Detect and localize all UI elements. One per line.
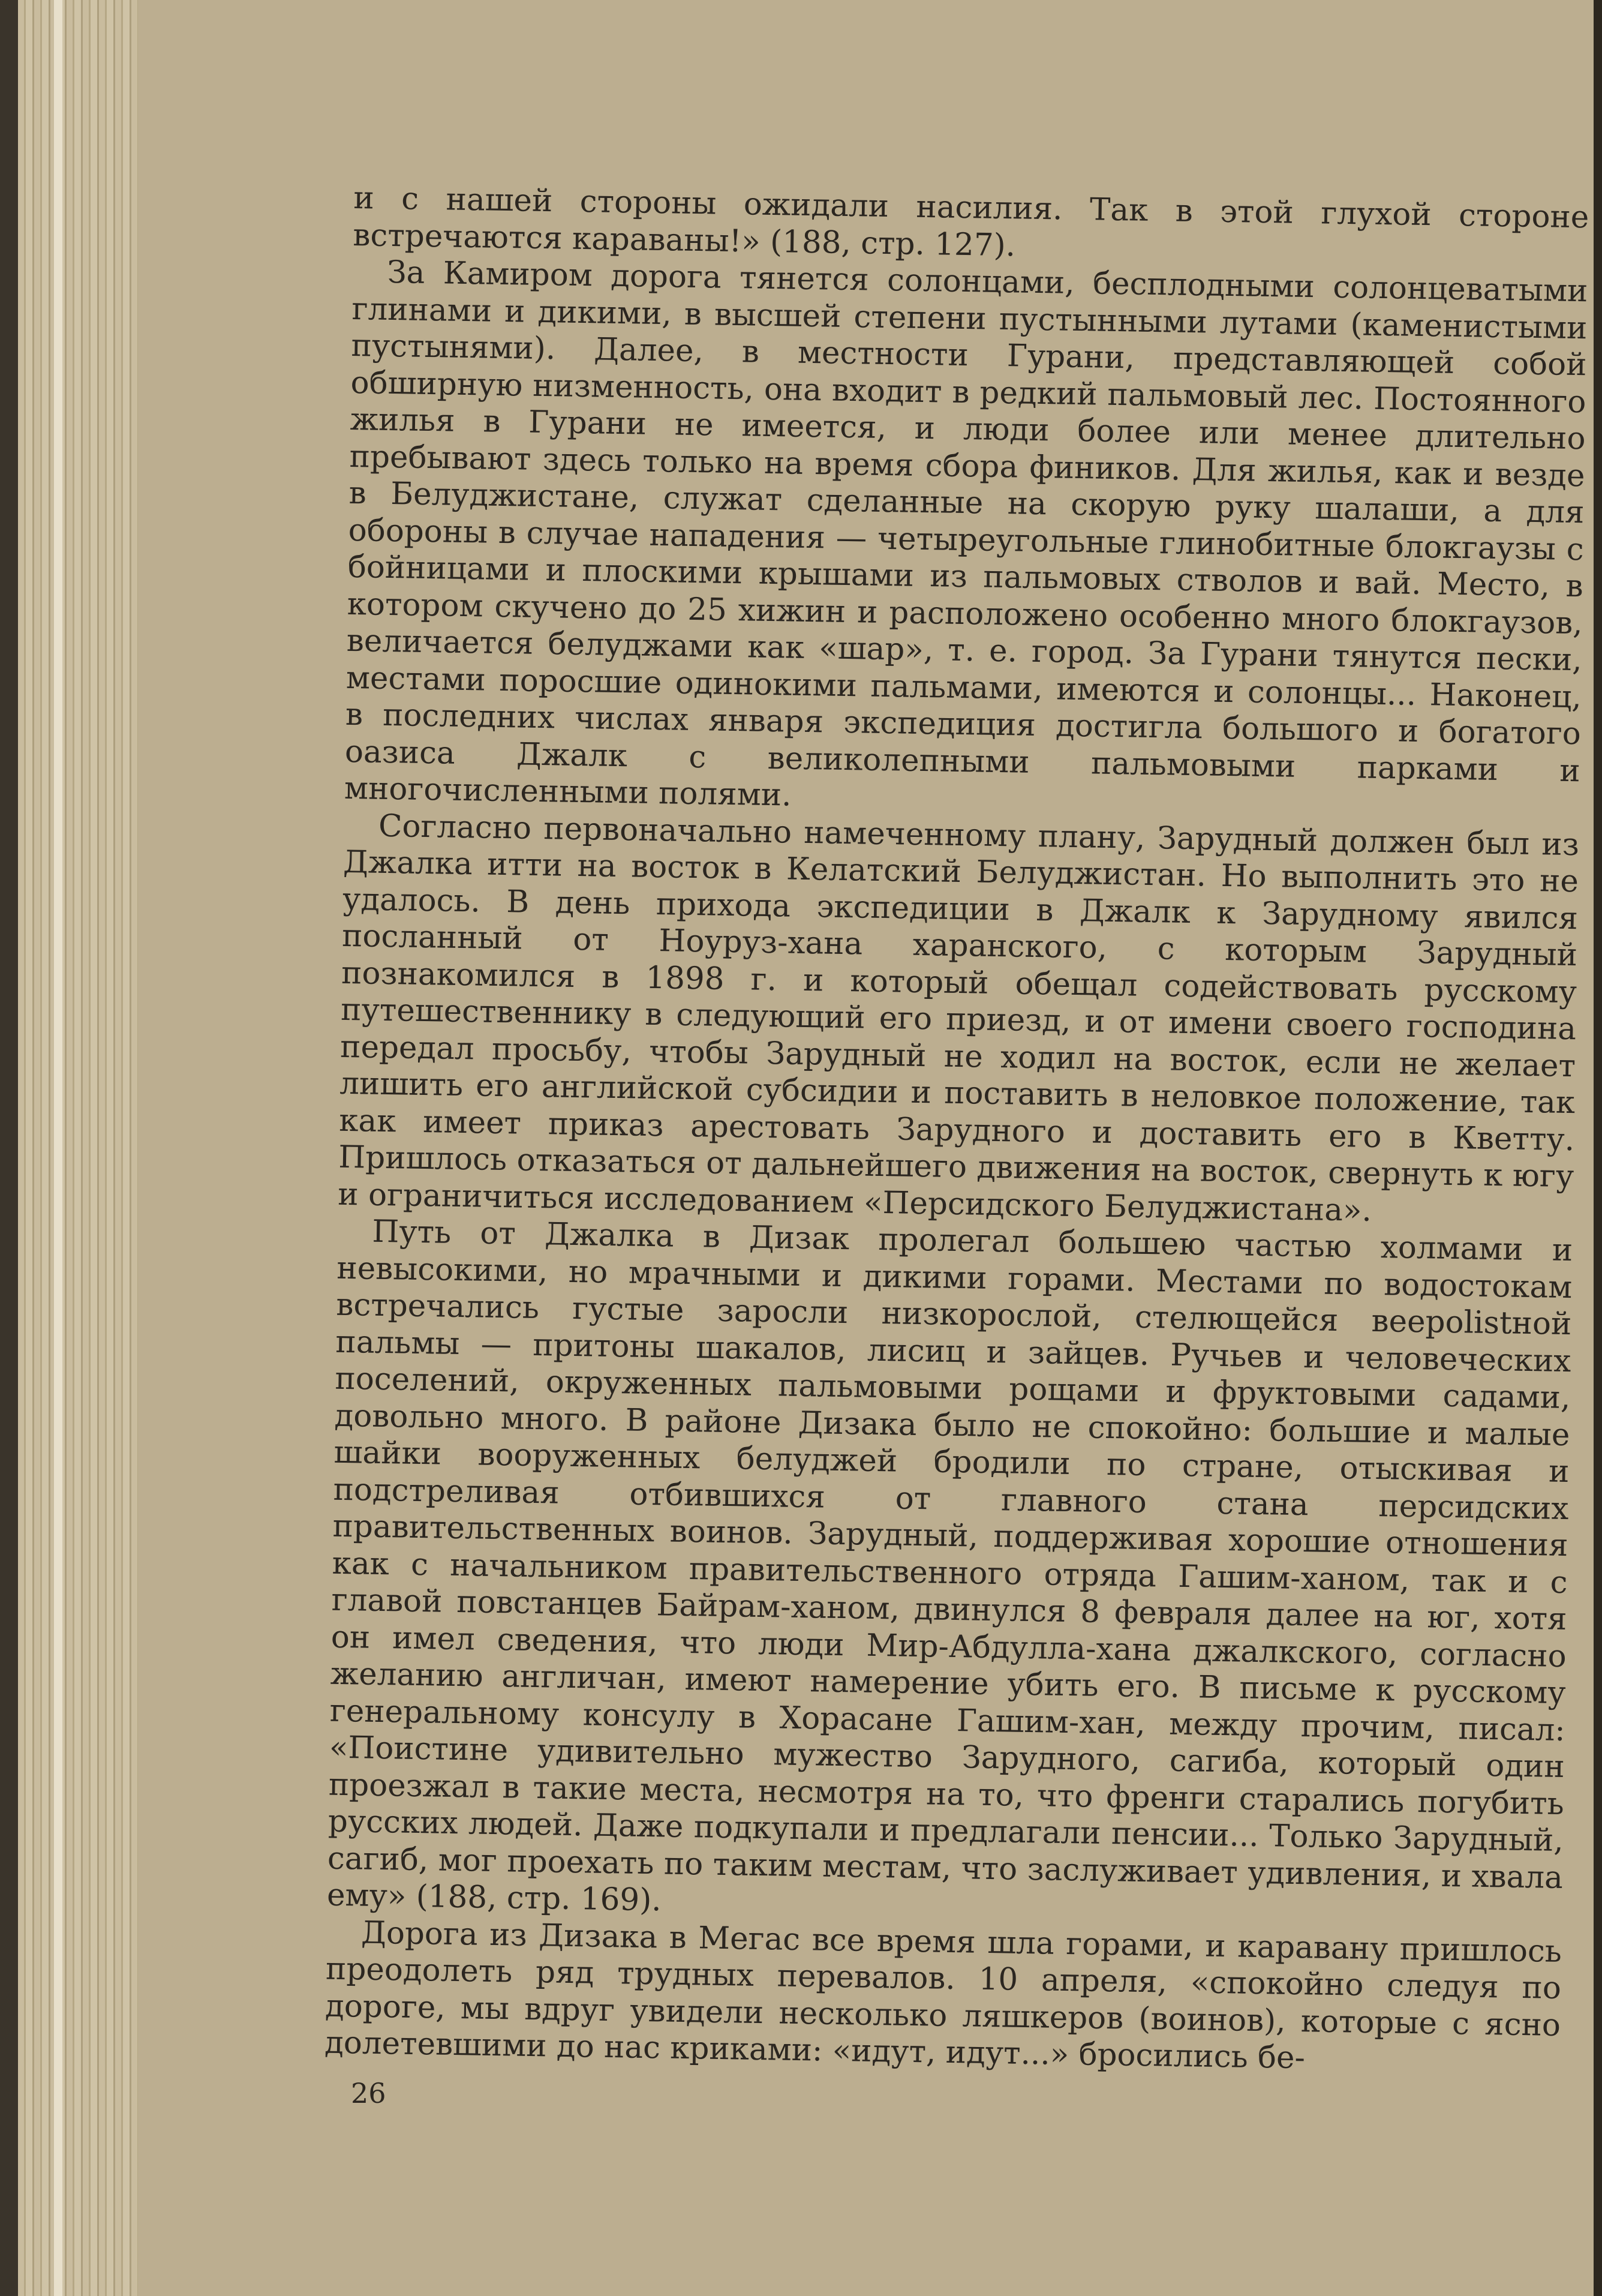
paragraph: Дорога из Дизака в Мегас все время шла горами, и каравану пришлось преодолеть ряд трудных перевалов. 10 апреля, «спокойно следуя по дороге, мы вдруг увидели несколько ляшкеров (воинов), которые с ясно долетевшими до нас криками: «идут, идут...» бросились бе- (324, 1914, 1562, 2076)
paragraph: Путь от Джалка в Дизак пролегал большею частью холмами и невысокими, но мрачными и дикими горами. Местами по водостокам встречались густые заросли низкорослой, стелющейся веерolistной пальмы — притоны шакалов, лисиц и зайцев. Ручьев и человеческих поселений, окруженных пальмовыми рощами и фруктовыми садами, довольно много. В районе Дизака было не спокойно: большие и малые шайки вооруженных белуджей бродили по стране, отыскивая и подстреливая отбившихся от главного стана персидских правительственных воинов. Зарудный, поддерживая хорошие отношения как с начальником правительственного отряда Гашим-ханом, так и с главой повстанцев Байрам-ханом, двинулся 8 февраля далее на юг, хотя он имел сведения, что люди Мир-Абдулла-хана джалкского, согласно желанию англичан, имеют намерение убить его. В письме к русскому генеральному консулу в Хорасане Гашим-хан, между прочим, писал: «Поистине удивительно мужество Зарудного, сагиба, который один проезжал в такие места, несмотря на то, что френги старались погубить русских людей. Даже подкупали и предлагали пенсии... Только Зарудный, сагиб, мог проехать по таким местам, что заслуживает удивления, и хвала ему» (188, стр. 169). (326, 1213, 1573, 1919)
body-text (324, 180, 1589, 2081)
page-edges (18, 0, 138, 2296)
page-number: 26 (351, 2077, 386, 2109)
paragraph: За Камиром дорога тянется солонцами, бесплодными солонцеватыми глинами и дикими, в высшей степени пустынными лутами (каменистыми пустынями). Далее, в местности Гурани, представляющей собой обширную низменность, она входит в редкий пальмовый лес. Постоянного жилья в Гурани не имеется, и люди более или менее длительно пребывают здесь только на время сбора фиников. Для жилья, как и везде в Белуджистане, служат сделанные на скорую руку шалаши, а для обороны в случае нападения — четыреугольные глинобитные блокгаузы с бойницами и плоскими крышами из пальмовых стволов и вай. Место, в котором скучено до 25 хижин и расположено особенно много блокгаузов, величается белуджами как «шар», т. е. город. За Гурани тянутся пески, местами поросшие одинокими пальмами, имеются и солонцы... Наконец, в последних числах января экспедиция достигла большого и богатого оазиса Джалк с великолепными пальмовыми парками и многочисленными полями. (344, 254, 1588, 814)
right-page-edge (1594, 0, 1602, 2296)
paragraph: и с нашей стороны ожидали насилия. Так в этой глухой стороне встречаются караваны!» (188, стр. 127). (353, 180, 1589, 263)
book-binding (0, 0, 18, 2296)
paragraph: Согласно первоначально намеченному плану, Зарудный должен был из Джалка итти на восток в Келатский Белуджистан. Но выполнить это не удалось. В день прихода экспедиции в Джалк к Зарудному явился посланный от Ноуруз-хана харанского, с которым Зарудный познакомился в 1898 г. и который обещал содействовать русскому путешественнику в следующий его приезд, и от имени своего господина передал просьбу, чтобы Зарудный не ходил на восток, если не желает лишить его английской субсидии и поставить в неловкое положение, так как имеет приказ арестовать Зарудного и доставить его в Кветту. Пришлось отказаться от дальнейшего движения на восток, свернуть к югу и ограничиться исследованием «Персидского Белуджистана». (337, 808, 1580, 1229)
